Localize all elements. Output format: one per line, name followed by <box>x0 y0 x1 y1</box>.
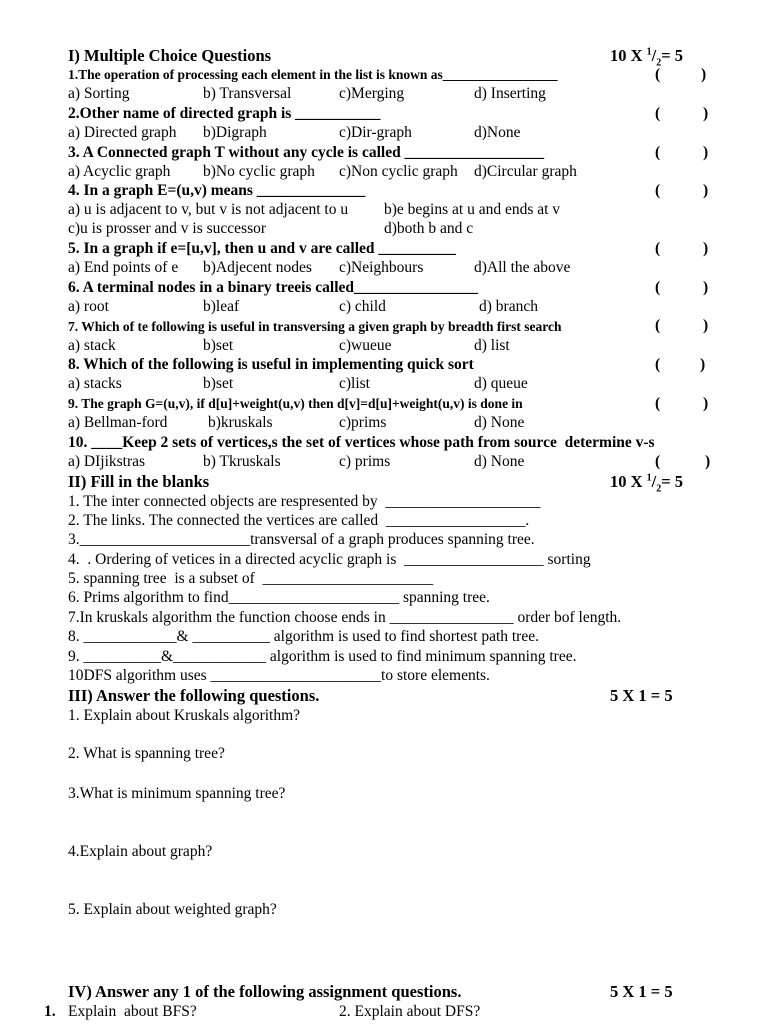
mcq-option: d) None <box>474 453 525 470</box>
mcq-option: b)set <box>203 337 234 354</box>
mcq-option: a) DIjikstras <box>68 453 146 470</box>
mcq-option: b)Digraph <box>203 124 267 141</box>
fill-blank-item: 3.______________________transversal of a graph produces spanning tree. <box>68 531 535 548</box>
mcq-option: d)both b and c <box>384 220 474 237</box>
fill-blank-item: 4. . Ordering of vetices in a directed acyclic graph is __________________ sorting <box>68 551 591 568</box>
mcq-question-5: 5. In a graph if e=[u,v], then u and v are called __________ <box>68 240 456 257</box>
mcq-option: a) u is adjacent to v, but v is not adjacent to u <box>68 201 349 218</box>
section-3-title: III) Answer the following questions. <box>68 686 320 705</box>
mcq-option: a) Bellman-ford <box>68 414 168 431</box>
mcq-option: c)wueue <box>339 337 392 354</box>
section-1-title: I) Multiple Choice Questions <box>68 46 272 65</box>
mcq-question-9: 9. The graph G=(u,v), if d[u]+weight(u,v) then d[v]=d[u]+weight(u,v) is done in <box>68 396 523 411</box>
mcq-option: c)prims <box>339 414 387 431</box>
mcq-option: c)Dir-graph <box>339 124 412 141</box>
mcq-option: b)No cyclic graph <box>203 163 315 180</box>
mcq-option: d)None <box>474 124 521 141</box>
section-4-marks: 5 X 1 = 5 <box>610 982 673 1001</box>
mcq-option: a) stacks <box>68 375 122 392</box>
section-3-marks: 5 X 1 = 5 <box>610 686 673 705</box>
mcq-option: c)Non cyclic graph <box>339 163 458 180</box>
section-2-marks: 10 X $^1/_2= 5$ <box>610 472 684 495</box>
mcq-option: d) list <box>474 337 510 354</box>
mcq-option: d) Inserting <box>474 85 546 102</box>
fill-blank-item: 2. The links. The connected the vertices are called __________________. <box>68 512 530 529</box>
mcq-question-8: 8. Which of the following is useful in implementing quick sort <box>68 356 474 373</box>
mcq-option: d) None <box>474 414 525 431</box>
mcq-option: d)All the above <box>474 259 571 276</box>
mcq-option: a) root <box>68 298 109 315</box>
assignment-question: 2. Explain about DFS? <box>339 1003 481 1020</box>
assignment-list-number: 1. <box>44 1003 56 1020</box>
mcq-option: a) End points of e <box>68 259 179 276</box>
mcq-question-7: 7. Which of te following is useful in transversing a given graph by breadth first search <box>68 319 562 334</box>
mcq-option: b) Transversal <box>203 85 292 102</box>
mcq-option: c)u is prosser and v is successor <box>68 220 267 237</box>
mcq-question-1: 1.The operation of processing each element in the list is known as_________________ <box>68 67 558 82</box>
mcq-option: a) Sorting <box>68 85 130 102</box>
mcq-option: a) Acyclic graph <box>68 163 171 180</box>
fill-blank-item: 9. __________&____________ algorithm is used to find minimum spanning tree. <box>68 648 577 665</box>
mcq-option: d) branch <box>479 298 538 315</box>
mcq-option: b)kruskals <box>208 414 273 431</box>
mcq-option: b)e begins at u and ends at v <box>384 201 561 218</box>
assignment-question: Explain about BFS? <box>68 1003 197 1020</box>
mcq-option: b)leaf <box>203 298 240 315</box>
short-answer-question: 2. What is spanning tree? <box>68 745 225 762</box>
fill-blank-item: 7.In kruskals algorithm the function choose ends in ________________ order bof length. <box>68 609 622 626</box>
question-paper: I) Multiple Choice Questions 10 X $^1/_2= 5$ 1.The operation of processing each element in the list is known as_________________ ( ) a) Sorting b) Transversal c)Merging d) Inserting 2.Other name of directed graph is ___________ ( ) a) Directed graph b)Digraph c)Dir-graph d)None 3. A Connected graph T without any cycle is called __________________ ( ) a) Acyclic graph b)No cyclic graph c)Non cyclic graph d)Circular graph 4. In a graph E=(u,v) means ______________ ( ) a) u is adjacent to v, but v is not adjacent to u b)e begins at u and ends at v c)u is prosser and v is successor d)both b and c 5. In a graph if e=[u,v], then u and v are called __________ ( ) a) End points of e b)Adjecent nodes c)Neighbours d)All the above 6. A terminal nodes in a binary treeis called________________ ( ) a) root b)leaf c) child d) branch 7. Which of te following is useful in transversing a given graph by breadth first search ( ) a) stack b)set c)wueue d) list 8. Which of the following is useful in implementing quick sort ( ) a) stacks b)set c)list d) queue 9. The graph G=(u,v), if d[u]+weight(u,v) then d[v]=d[u]+weight(u,v) is done in ( ) a) Bellman-ford b)kruskals c)prims d) None 10. ____Keep 2 sets of vertices,s the set of vertices whose path from source determine v-s a) DIjikstras b) Tkruskals c) prims d) None ( ) II) Fill in the blanks 10 X $^1/_2= 5$ 1. The inter connected objects are respresented by ____________________ 2. The links. The connected the vertices are called __________________. 3.______________________transversal of a graph produces spanning tree. 4. . Ordering of vetices in a directed acyclic graph is __________________ sorting 5. spanning tree is a subset of ______________________ 6. Prims algorithm to find______________________ spanning tree. 7.In kruskals algorithm the function choose ends in ________________ order bof length. 8. ____________& __________ algorithm is used to find shortest path tree. 9. __________&____________ algorithm is used to find minimum spanning tree. 10DFS algorithm uses ______________________to store elements. III) Answer the following questions. 5 X 1 = 5 1. Explain about Kruskals algorithm? 2. What is spanning tree? 3.What is minimum spanning tree? 4.Explain about graph? 5. Explain about weighted graph? IV) Answer any 1 of the following assignment questions. 5 X 1 = 5 1. Explain about BFS? 2. Explain about DFS? <box>44 46 711 1020</box>
section-2-title: II) Fill in the blanks <box>68 472 210 491</box>
mcq-question-3: 3. A Connected graph T without any cycle is called __________________ <box>68 144 545 161</box>
mcq-question-6: 6. A terminal nodes in a binary treeis called________________ <box>68 279 479 296</box>
fill-blank-item: 1. The inter connected objects are respresented by ____________________ <box>68 493 541 510</box>
mcq-question-10: 10. ____Keep 2 sets of vertices,s the set of vertices whose path from source determine v-s <box>68 434 655 451</box>
fill-blank-item: 10DFS algorithm uses ______________________to store elements. <box>68 667 490 684</box>
section-4-title: IV) Answer any 1 of the following assignment questions. <box>68 982 462 1001</box>
mcq-option: a) Directed graph <box>68 124 177 141</box>
mcq-option: c) prims <box>339 453 391 470</box>
fill-blank-item: 6. Prims algorithm to find______________________ spanning tree. <box>68 589 490 606</box>
short-answer-question: 5. Explain about weighted graph? <box>68 901 277 918</box>
mcq-option: d)Circular graph <box>474 163 577 180</box>
short-answer-question: 1. Explain about Kruskals algorithm? <box>68 707 301 724</box>
short-answer-question: 3.What is minimum spanning tree? <box>68 785 286 802</box>
mcq-question-2: 2.Other name of directed graph is ___________ <box>68 105 381 122</box>
mcq-option: d) queue <box>474 375 528 392</box>
short-answer-question: 4.Explain about graph? <box>68 843 213 860</box>
mcq-option: a) stack <box>68 337 116 354</box>
mcq-option: c)list <box>339 375 370 392</box>
mcq-option: b)set <box>203 375 234 392</box>
fill-blank-item: 8. ____________& __________ algorithm is used to find shortest path tree. <box>68 628 539 645</box>
mcq-option: b) Tkruskals <box>203 453 281 470</box>
mcq-option: c)Neighbours <box>339 259 424 276</box>
mcq-question-4: 4. In a graph E=(u,v) means ______________ <box>68 182 366 199</box>
section-1-marks: 10 X $^1/_2= 5$ <box>610 46 684 69</box>
mcq-option: c)Merging <box>339 85 405 102</box>
fill-blank-item: 5. spanning tree is a subset of ______________________ <box>68 570 434 587</box>
mcq-option: c) child <box>339 298 386 315</box>
mcq-option: b)Adjecent nodes <box>203 259 312 276</box>
